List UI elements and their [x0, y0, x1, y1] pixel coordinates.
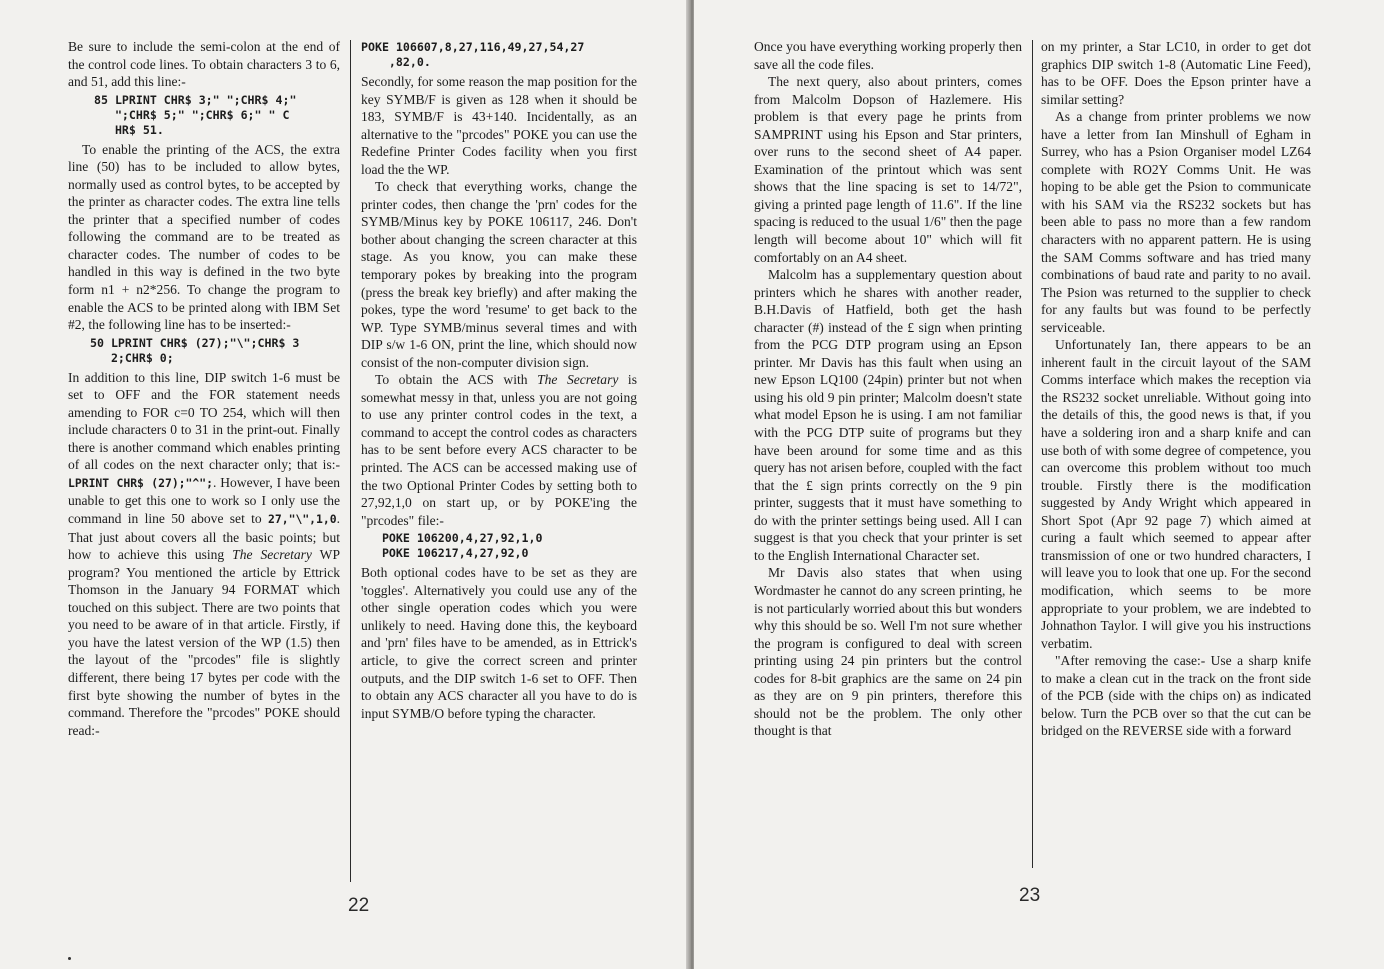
scan-mark: [68, 957, 71, 960]
paragraph: Be sure to include the semi-colon at the end of the control code lines. To obtain characters 3 to 6, and 51, add this line:-: [68, 39, 340, 90]
left-page-column-1: [68, 38, 340, 739]
inline-code: 27,"\",1,0: [268, 512, 337, 527]
title-the-secretary: The Secretary: [537, 372, 619, 388]
code-poke-prcodes: POKE 106607,8,27,116,49,27,54,27 ,82,0.: [361, 40, 585, 69]
code-line-50: 50 LPRINT CHR$ (27);"\";CHR$ 3 2;CHR$ 0;: [90, 335, 300, 365]
paragraph: In addition to this line, DIP switch 1-6 must be set to OFF and the FOR statement needs amending to FOR c=0 TO 254, which will then include characters 0 to 31 in the print-out. Finally there is another command which enables printing of all codes on the next character only; that is:- LPRINT CHR$ (27);"^";. However, I have been unable to get this one to work so I only use the command in line 50 above set to 27,"\",1,0. That just about covers all the basic points; but how to achieve this using The Secretary WP program? You mentioned the article by Ettrick Thomson in the January 94 FORMAT which touched on this subject. There are two points that you need to be aware of in that article. Firstly, if you have the latest version of the WP (1.5) then the layout of the "prcodes" file is slightly different, there being 17 bytes per code with the first byte showing the number of bytes in the command. Therefore the "prcodes" POKE should read:-: [68, 369, 340, 738]
title-the-secretary: The Secretary: [232, 547, 312, 563]
paragraph: Both optional codes have to be set as they are 'toggles'. Alternatively you could use any of the other single operation codes which you were unlikely to need. Having done this, the keyboard and 'prn' files have to be amended, as in Ettrick's article, to give the correct screen and printer outputs, and the DIP switch 1-6 set to OFF. Then to obtain any ACS character all you have to do is input SYMB/O before typing the character.: [361, 565, 637, 721]
right-page: [694, 0, 1384, 969]
left-page: [0, 0, 690, 969]
paragraph: Once you have everything working properly then save all the code files.: [754, 39, 1022, 72]
paragraph: Mr Davis also states that when using Wordmaster he cannot do any screen printing, he is not particularly worried about this but wonders why this should be so. Well I'm not sure whether the program is configured to deal with screen printing using 24 pin printers but the control codes for 8-bit graphics are the same on 24 pin as they are on 9 pin printers, therefore this should not be the problem. The only other thought is that: [754, 565, 1022, 739]
paragraph: The next query, also about printers, comes from Malcolm Dopson of Hazlemere. His problem is that every page he prints from SAMPRINT using his Epson and Star printers, over runs to the second sheet of A4 paper. Examination of the printout which was sent shows that the line spacing is set to 14/72", giving a printed page length of 11.6". If the line spacing is reduced to the usual 1/6" then the page length will become about 10" which will fit comfortably on an A4 sheet.: [754, 74, 1022, 265]
page-number: 23: [1019, 885, 1041, 906]
inline-code: LPRINT CHR$ (27);"^";: [68, 475, 213, 490]
right-page-column-1: [754, 38, 1022, 740]
code-line-85: 85 LPRINT CHR$ 3;" ";CHR$ 4;" ";CHR$ 5;" ";CHR$ 6;" " C HR$ 51.: [94, 92, 297, 137]
page-number: 22: [348, 895, 370, 916]
paragraph: To check that everything works, change the printer codes, then change the 'prn' codes for the SYMB/Minus key by POKE 106117, 246. Don't bother about changing the screen character at this stage. As you know, you can make these temporary pokes by breaking into the program (press the break key briefly) and after making the pokes, type the word 'resume' to get back to the WP. Type SYMB/minus several times and with DIP s/w 1-6 ON, print the line, which should now consist of the non-computer division sign.: [361, 179, 637, 370]
paragraph: Malcolm has a supplementary question about printers which he shares with another reader, B.H.Davis of Hatfield, both get the hash character (#) instead of the £ sign when printing from the PCG DTP program using an Epson printer. Mr Davis has this fault when using an new Epson LQ100 (24pin) printer but not when using his old 9 pin printer; Malcolm doesn't state what model Epson he is using. I am not familiar with the PCG DTP suite of programs but they have been around for some time and as this query has not arisen before, coupled with the fact that the £ sign prints correctly on the 9 pin printer, suggests that it must have something to do with the printer settings being used. All I can suggest is that you check that your printer is set to the English International Character set.: [754, 267, 1022, 563]
paragraph: Unfortunately Ian, there appears to be an inherent fault in the circuit layout of the SAM Comms interface which makes the reception via the RS232 socket unreliable. Without going into the details of this, the good news is that, if you have a soldering iron and a sharp knife and can use both of with some degree of competence, you can overcome this problem without too much trouble. Firstly there is the modification suggested by Andy Wright which appeared in Short Spot (Apr 92 page 7) which aimed at curing a fault which seemed to appear after transmission of one or two hundred characters, I will leave you to look that one up. For the second modification, which seems to be more appropriate to your problem, we are indebted to Johnathon Taylor. I will give you his instructions verbatim.: [1041, 337, 1311, 651]
left-page-column-2: [361, 38, 637, 722]
paragraph: Secondly, for some reason the map position for the key SYMB/F is given as 128 when it should be 183, SYMB/F is 43+140. Incidentally, as an alternative to the "prcodes" POKE you can use the Redefine Printer Codes facility when you first load the the WP.: [361, 74, 637, 177]
column-divider: [350, 40, 351, 882]
paragraph: "After removing the case:- Use a sharp knife to make a clean cut in the track on the front side of the PCB (side with the chips on) as indicated below. Turn the PCB over so that the cut can be bridged on the REVERSE side with a forward: [1041, 653, 1311, 739]
paragraph: on my printer, a Star LC10, in order to get dot graphics DIP switch 1-8 (Automatic Line Feed), has to be OFF. Does the Epson printer have a similar setting?: [1041, 39, 1311, 107]
code-poke-optional: POKE 106200,4,27,92,1,0 POKE 106217,4,27,92,0: [381, 531, 543, 561]
paragraph: To enable the printing of the ACS, the extra line (50) has to be included to allow bytes, normally used as control bytes, to be accepted by the printer as character codes. The extra line tells the printer that a specified number of codes following the command are to be treated as character codes. The number of codes to be handled in this way is defined in the two byte form n1 + n2*256. To change the program to enable the ACS to be printed along with IBM Set #2, the following line has to be inserted:-: [68, 141, 340, 333]
right-page-column-2: [1041, 38, 1311, 740]
paragraph: As a change from printer problems we now have a letter from Ian Minshull of Egham in Surrey, who has a Psion Organiser model LZ64 complete with RO2Y Comms Unit. He was hoping to be able get the Psion to communicate with his SAM via the RS232 sockets but has been able to pass no more than a few random characters with no apparent pattern. He is using the SAM Comms software and has tried many combinations of baud rate and parity to no avail. The Psion was returned to the supplier to check for any faults but was found to be perfectly serviceable.: [1041, 109, 1311, 335]
paragraph: To obtain the ACS with The Secretary is somewhat messy in that, unless you are not going to use any printer control codes in the text, a command to accept the control codes as characters has to be sent before every ACS character to be printed. The ACS can be accessed making use of the two Optional Printer Codes by setting both to 27,92,1,0 on start up, or by POKE'ing the "prcodes" file:-: [361, 372, 637, 528]
column-divider: [1032, 40, 1033, 868]
